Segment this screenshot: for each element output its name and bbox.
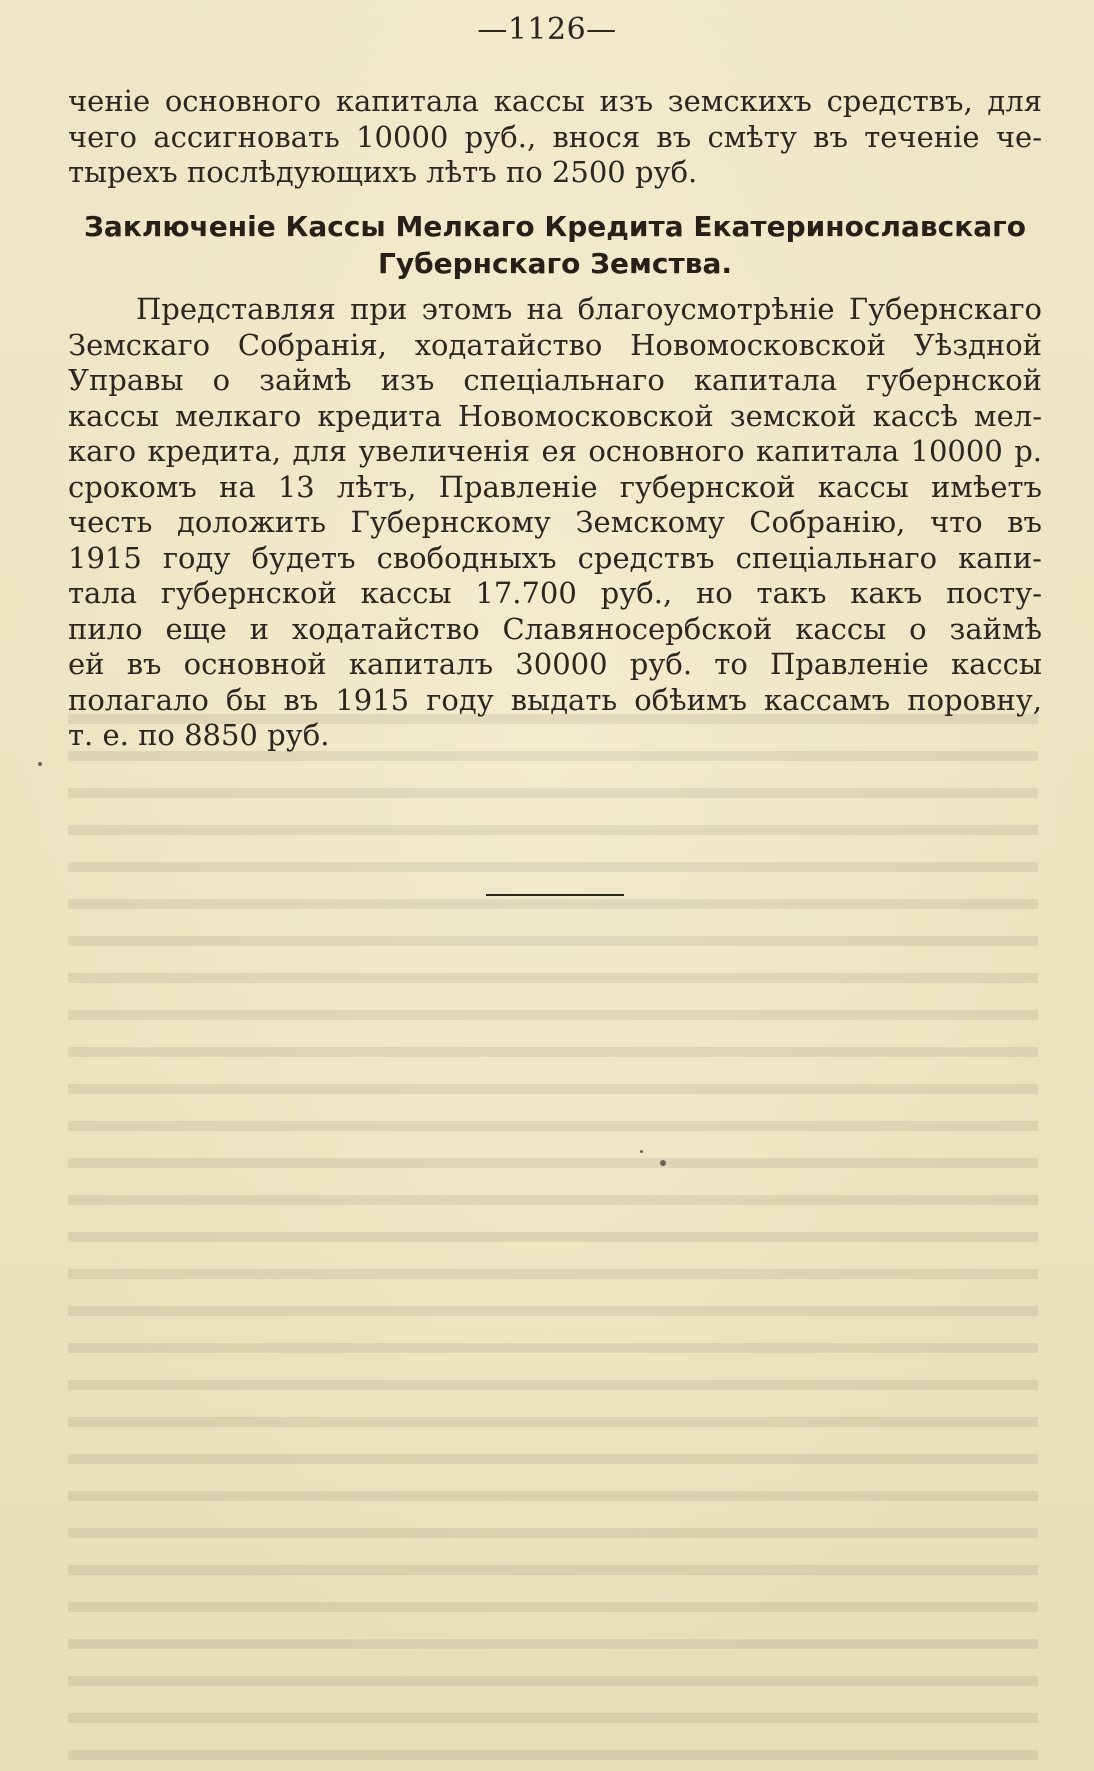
body-line: т. е. по 8850 руб.: [68, 718, 330, 752]
section-heading-line-2: Губернскаго Земства.: [378, 247, 732, 280]
body-line: Управы о займѣ изъ спеціальнаго капитала губернской: [68, 363, 1042, 397]
body-line: Земскаго Собранія, ходатайство Новомосковской Уѣздной: [68, 327, 1042, 362]
reverse-side-bleed-through: [68, 700, 1038, 1760]
intro-line: ченіе основного капитала кассы изъ земскихъ средствъ, для: [68, 84, 1042, 118]
body-line: кассы мелкаго кредита Новомосковской земской кассѣ мел-: [68, 398, 1042, 433]
body-line: Представляя при этомъ на благоусмотрѣніе Губернскаго: [136, 292, 1042, 326]
page-number: —1126—: [477, 12, 617, 47]
section-heading: [68, 208, 1042, 282]
intro-paragraph: [68, 84, 1042, 191]
body-line: ей въ основной капиталъ 30000 руб. то Правленіе кассы: [68, 647, 1042, 681]
body-line: тала губернской кассы 17.700 руб., но такъ какъ посту-: [68, 576, 1042, 610]
section-divider-rule: [486, 894, 624, 896]
intro-line: тырехъ послѣдующихъ лѣтъ по 2500 руб.: [68, 155, 698, 189]
body-paragraph: [68, 292, 1042, 754]
body-line: честь доложить Губернскому Земскому Собранію, что въ: [68, 505, 1042, 539]
body-line: полагало бы въ 1915 году выдать обѣимъ кассамъ поровну,: [68, 682, 1042, 717]
paper-speck: [660, 1160, 666, 1166]
body-line: каго кредита, для увеличенія ея основного капитала 10000 р.: [68, 434, 1042, 468]
intro-line: чего ассигновать 10000 руб., внося въ смѣту въ теченіе че-: [68, 119, 1042, 154]
paper-speck: [640, 1150, 643, 1153]
section-heading-line-1: Заключеніе Кассы Мелкаго Кредита Екатеринославскаго: [84, 210, 1026, 243]
body-line: срокомъ на 13 лѣтъ, Правленіе губернской кассы имѣетъ: [68, 469, 1042, 504]
paper-speck: [38, 762, 42, 766]
body-line: 1915 году будетъ свободныхъ средствъ спеціальнаго капи-: [68, 540, 1042, 575]
body-line: пило еще и ходатайство Славяносербской кассы о займѣ: [68, 611, 1042, 646]
